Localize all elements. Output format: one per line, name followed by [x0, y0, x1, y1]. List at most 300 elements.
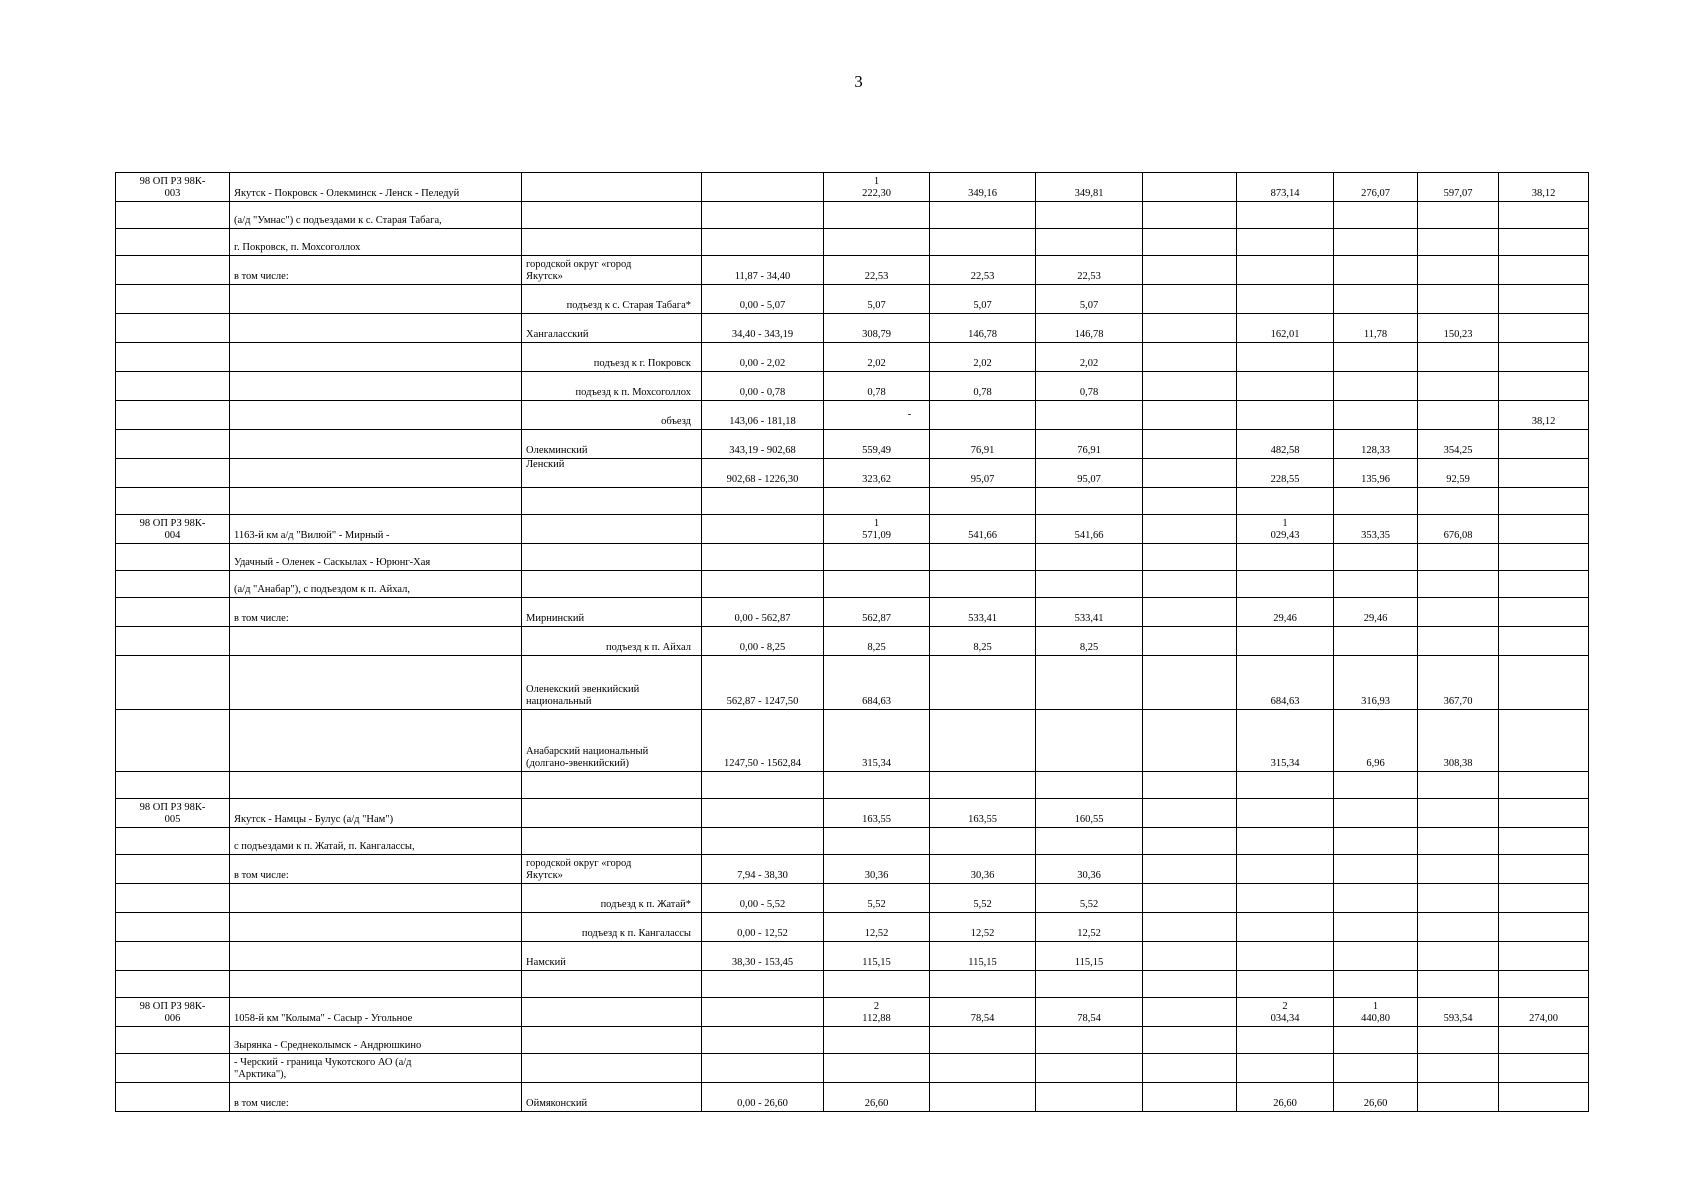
value-cell-5	[1237, 401, 1334, 430]
value-cell-7	[1418, 544, 1499, 571]
value-cell-5	[1237, 372, 1334, 401]
district-cell	[522, 884, 702, 913]
value-cell-7	[1418, 828, 1499, 855]
value-cell-7	[1418, 998, 1499, 1027]
cell-line: 276,07	[1361, 188, 1390, 199]
cell-line: подъезд к с. Старая Табага*	[566, 300, 691, 311]
table-row	[116, 202, 1589, 229]
road-name-cell	[230, 913, 522, 942]
value-cell-4	[1143, 998, 1237, 1027]
value-cell-8	[1499, 828, 1589, 855]
value-cell-6	[1334, 998, 1418, 1027]
cell-line: Якутск»	[526, 271, 563, 282]
value-cell-5	[1237, 913, 1334, 942]
value-cell-2	[930, 314, 1036, 343]
value-cell-6	[1334, 401, 1418, 430]
value-cell-3	[1036, 202, 1143, 229]
cell-line: 6,96	[1366, 758, 1385, 769]
value-cell-2	[930, 544, 1036, 571]
value-cell-3	[1036, 772, 1143, 799]
cell-line: 26,60	[1273, 1098, 1297, 1109]
road-code-cell	[116, 343, 230, 372]
cell-line: 98 ОП РЗ 98К-	[139, 518, 206, 529]
total-length-cell	[824, 710, 930, 772]
cell-line: (а/д "Умнас") с подъездами к с. Старая Табага,	[234, 215, 442, 226]
value-cell-8	[1499, 515, 1589, 544]
cell-line: 316,93	[1361, 696, 1390, 707]
value-cell-7	[1418, 627, 1499, 656]
km-range-cell	[702, 710, 824, 772]
value-cell-5	[1237, 202, 1334, 229]
cell-line: 112,88	[862, 1013, 891, 1024]
km-range-cell	[702, 971, 824, 998]
road-code-cell	[116, 855, 230, 884]
value-cell-6	[1334, 598, 1418, 627]
road-name-cell	[230, 488, 522, 515]
value-cell-3	[1036, 571, 1143, 598]
table-row	[116, 971, 1589, 998]
value-cell-4	[1143, 598, 1237, 627]
total-length-cell	[824, 256, 930, 285]
km-range-cell	[702, 855, 824, 884]
cell-line: Намский	[526, 957, 566, 968]
road-name-cell	[230, 285, 522, 314]
cell-line: 1	[1282, 518, 1288, 529]
cell-text: 22,53	[1077, 271, 1101, 282]
table-row	[116, 942, 1589, 971]
value-cell-5	[1237, 1083, 1334, 1112]
value-cell-6	[1334, 772, 1418, 799]
value-cell-8	[1499, 971, 1589, 998]
cell-text: 0,00 - 5,52	[739, 899, 786, 910]
road-name-cell	[230, 1027, 522, 1054]
value-cell-2	[930, 229, 1036, 256]
value-cell-7	[1418, 401, 1499, 430]
value-cell-3	[1036, 314, 1143, 343]
km-range-cell	[702, 772, 824, 799]
cell-line: Мирнинский	[526, 613, 585, 624]
value-cell-4	[1143, 971, 1237, 998]
value-cell-6	[1334, 515, 1418, 544]
district-cell	[522, 515, 702, 544]
value-cell-4	[1143, 372, 1237, 401]
value-cell-7	[1418, 430, 1499, 459]
total-length-cell	[824, 598, 930, 627]
value-cell-3	[1036, 971, 1143, 998]
value-cell-7	[1418, 515, 1499, 544]
value-cell-3	[1036, 343, 1143, 372]
cell-line: Зырянка - Среднеколымск - Андрюшкино	[234, 1040, 422, 1051]
cell-line: 005	[164, 814, 181, 825]
value-cell-4	[1143, 401, 1237, 430]
cell-line: 029,43	[1270, 530, 1300, 541]
value-cell-4	[1143, 173, 1237, 202]
cell-line: 22,53	[864, 271, 889, 282]
km-range-cell	[702, 913, 824, 942]
value-cell-5	[1237, 459, 1334, 488]
district-cell	[522, 571, 702, 598]
cell-line: Якутск»	[526, 870, 563, 881]
value-cell-2	[930, 942, 1036, 971]
value-cell-2	[930, 202, 1036, 229]
district-cell	[522, 459, 702, 488]
total-length-cell	[824, 343, 930, 372]
cell-line: 228,55	[1270, 474, 1300, 485]
value-cell-6	[1334, 372, 1418, 401]
value-cell-3	[1036, 430, 1143, 459]
cell-line: 1	[873, 176, 880, 187]
value-cell-7	[1418, 285, 1499, 314]
km-range-cell	[702, 515, 824, 544]
value-cell-7	[1418, 202, 1499, 229]
cell-text: 0,00 - 8,25	[739, 642, 786, 653]
value-cell-3	[1036, 488, 1143, 515]
value-cell-3	[1036, 1027, 1143, 1054]
value-cell-3	[1036, 544, 1143, 571]
value-cell-5	[1237, 998, 1334, 1027]
value-cell-2	[930, 884, 1036, 913]
km-range-cell	[702, 173, 824, 202]
cell-line: 1058-й км "Колыма" - Сасыр - Угольное	[234, 1013, 413, 1024]
cell-text: 8,25	[1079, 642, 1099, 653]
road-name-cell	[230, 256, 522, 285]
value-cell-3	[1036, 710, 1143, 772]
road-code-cell	[116, 998, 230, 1027]
value-cell-8	[1499, 372, 1589, 401]
value-cell-3	[1036, 598, 1143, 627]
cell-text: 12,52	[1077, 928, 1101, 939]
value-cell-3	[1036, 998, 1143, 1027]
value-cell-4	[1143, 1054, 1237, 1083]
value-cell-4	[1143, 799, 1237, 828]
road-name-cell	[230, 544, 522, 571]
value-cell-5	[1237, 971, 1334, 998]
cell-text: 354,25	[1443, 445, 1473, 456]
table-row	[116, 828, 1589, 855]
road-code-cell	[116, 372, 230, 401]
cell-line: Якутск - Намцы - Булус (а/д "Нам")	[234, 814, 394, 825]
km-range-cell	[702, 229, 824, 256]
value-cell-2	[930, 430, 1036, 459]
km-range-cell	[702, 343, 824, 372]
km-range-cell	[702, 799, 824, 828]
road-code-cell	[116, 913, 230, 942]
cell-text: 0,78	[973, 387, 992, 398]
value-cell-2	[930, 855, 1036, 884]
total-length-cell	[824, 202, 930, 229]
cell-line: 30,36	[864, 870, 889, 881]
road-name-cell	[230, 772, 522, 799]
cell-text: 5,52	[1079, 899, 1099, 910]
km-range-cell	[702, 1027, 824, 1054]
road-name-cell	[230, 799, 522, 828]
value-cell-2	[930, 828, 1036, 855]
value-cell-6	[1334, 571, 1418, 598]
cell-text: 30,36	[1077, 870, 1101, 881]
cell-line: 5,07	[867, 300, 886, 311]
km-range-cell	[702, 942, 824, 971]
table-row	[116, 401, 1589, 430]
total-length-cell	[824, 285, 930, 314]
table-row	[116, 343, 1589, 372]
cell-text: 367,70	[1443, 696, 1473, 707]
district-cell	[522, 401, 702, 430]
road-code-cell	[116, 401, 230, 430]
value-cell-2	[930, 1054, 1036, 1083]
cell-text: 146,78	[1074, 329, 1104, 340]
road-code-cell	[116, 772, 230, 799]
value-cell-5	[1237, 285, 1334, 314]
total-length-cell	[824, 488, 930, 515]
cell-text: 0,00 - 26,60	[737, 1098, 788, 1109]
value-cell-7	[1418, 256, 1499, 285]
table-row	[116, 544, 1589, 571]
cell-text: 38,12	[1531, 416, 1556, 427]
cell-text: 0,00 - 5,07	[739, 300, 786, 311]
cell-line: 004	[164, 530, 181, 541]
cell-line: в том числе:	[234, 613, 289, 624]
table-row	[116, 314, 1589, 343]
cell-text: 308,38	[1443, 758, 1473, 769]
total-length-cell	[824, 884, 930, 913]
road-code-cell	[116, 571, 230, 598]
district-cell	[522, 1027, 702, 1054]
cell-text: 78,54	[1077, 1013, 1101, 1024]
road-name-cell	[230, 571, 522, 598]
cell-text: 34,40 - 343,19	[731, 329, 794, 340]
value-cell-7	[1418, 229, 1499, 256]
km-range-cell	[702, 459, 824, 488]
cell-line: Анабарский национальный	[526, 746, 649, 757]
cell-line: 12,52	[864, 928, 889, 939]
table-row	[116, 884, 1589, 913]
cell-text: 5,07	[973, 300, 992, 311]
road-code-cell	[116, 544, 230, 571]
value-cell-8	[1499, 459, 1589, 488]
cell-line: 308,79	[862, 329, 891, 340]
cell-line: подъезд к п. Кангалассы	[581, 928, 691, 939]
km-range-cell	[702, 828, 824, 855]
cell-text: 274,00	[1529, 1013, 1558, 1024]
km-range-cell	[702, 430, 824, 459]
value-cell-2	[930, 627, 1036, 656]
cell-text: 76,91	[1077, 445, 1101, 456]
cell-line: подъезд к п. Жатай*	[600, 899, 691, 910]
value-cell-4	[1143, 656, 1237, 710]
value-cell-5	[1237, 343, 1334, 372]
cell-text: 593,54	[1443, 1013, 1473, 1024]
value-cell-5	[1237, 828, 1334, 855]
km-range-cell	[702, 488, 824, 515]
total-length-cell	[824, 1054, 930, 1083]
road-name-cell	[230, 656, 522, 710]
value-cell-3	[1036, 1083, 1143, 1112]
road-name-cell	[230, 598, 522, 627]
value-cell-4	[1143, 855, 1237, 884]
total-length-cell	[824, 971, 930, 998]
value-cell-6	[1334, 656, 1418, 710]
total-length-cell	[824, 401, 930, 430]
road-code-cell	[116, 285, 230, 314]
cell-line: 98 ОП РЗ 98К-	[139, 176, 206, 187]
table-row	[116, 710, 1589, 772]
value-cell-5	[1237, 544, 1334, 571]
cell-line: 482,58	[1270, 445, 1300, 456]
value-cell-5	[1237, 430, 1334, 459]
cell-text: 150,23	[1443, 329, 1473, 340]
district-cell	[522, 488, 702, 515]
value-cell-4	[1143, 343, 1237, 372]
value-cell-3	[1036, 229, 1143, 256]
value-cell-8	[1499, 1027, 1589, 1054]
cell-text: 541,66	[1074, 530, 1104, 541]
value-cell-5	[1237, 229, 1334, 256]
value-cell-8	[1499, 544, 1589, 571]
value-cell-2	[930, 1027, 1036, 1054]
value-cell-8	[1499, 913, 1589, 942]
cell-text: 163,55	[968, 814, 997, 825]
cell-line: 163,55	[862, 814, 891, 825]
value-cell-6	[1334, 229, 1418, 256]
value-cell-2	[930, 515, 1036, 544]
value-cell-2	[930, 799, 1036, 828]
cell-line: 135,96	[1361, 474, 1390, 485]
cell-text: 11,87 - 34,40	[734, 271, 791, 282]
value-cell-3	[1036, 855, 1143, 884]
total-length-cell	[824, 459, 930, 488]
value-cell-4	[1143, 314, 1237, 343]
value-cell-8	[1499, 627, 1589, 656]
cell-line: 034,34	[1270, 1013, 1300, 1024]
value-cell-6	[1334, 544, 1418, 571]
km-range-cell	[702, 627, 824, 656]
value-cell-8	[1499, 285, 1589, 314]
cell-line: 873,14	[1270, 188, 1300, 199]
road-name-cell	[230, 401, 522, 430]
km-range-cell	[702, 285, 824, 314]
road-code-cell	[116, 173, 230, 202]
value-cell-4	[1143, 772, 1237, 799]
value-cell-5	[1237, 884, 1334, 913]
road-name-cell	[230, 229, 522, 256]
cell-text: 0,78	[1079, 387, 1099, 398]
cell-line: 315,34	[862, 758, 891, 769]
total-length-cell	[824, 1027, 930, 1054]
value-cell-8	[1499, 598, 1589, 627]
km-range-cell	[702, 544, 824, 571]
value-cell-7	[1418, 1027, 1499, 1054]
value-cell-7	[1418, 656, 1499, 710]
value-cell-5	[1237, 627, 1334, 656]
value-cell-5	[1237, 799, 1334, 828]
total-length-cell	[824, 942, 930, 971]
value-cell-2	[930, 372, 1036, 401]
district-cell	[522, 1054, 702, 1083]
road-name-cell	[230, 998, 522, 1027]
value-cell-2	[930, 913, 1036, 942]
value-cell-4	[1143, 710, 1237, 772]
cell-text: 1247,50 - 1562,84	[724, 758, 801, 769]
value-cell-7	[1418, 855, 1499, 884]
cell-line: -	[907, 408, 912, 420]
road-code-cell	[116, 314, 230, 343]
road-code-cell	[116, 459, 230, 488]
table-row	[116, 459, 1589, 488]
value-cell-7	[1418, 884, 1499, 913]
cell-line: 571,09	[862, 530, 891, 541]
cell-text: 146,78	[968, 329, 997, 340]
cell-text: 5,07	[1079, 300, 1099, 311]
cell-text: 7,94 - 38,30	[737, 870, 788, 881]
km-range-cell	[702, 656, 824, 710]
value-cell-8	[1499, 173, 1589, 202]
cell-line: 003	[164, 188, 181, 199]
road-name-cell	[230, 173, 522, 202]
km-range-cell	[702, 202, 824, 229]
district-cell	[522, 202, 702, 229]
table-row	[116, 1083, 1589, 1112]
value-cell-8	[1499, 343, 1589, 372]
district-cell	[522, 772, 702, 799]
value-cell-6	[1334, 942, 1418, 971]
cell-text: 95,07	[970, 474, 995, 485]
value-cell-7	[1418, 1054, 1499, 1083]
cell-text: 2,02	[1079, 358, 1099, 369]
value-cell-3	[1036, 799, 1143, 828]
km-range-cell	[702, 1054, 824, 1083]
cell-line: "Арктика"),	[234, 1069, 287, 1080]
km-range-cell	[702, 314, 824, 343]
cell-line: 11,78	[1363, 329, 1388, 340]
total-length-cell	[824, 855, 930, 884]
cell-text: 115,15	[968, 957, 997, 968]
district-cell	[522, 173, 702, 202]
value-cell-2	[930, 1083, 1036, 1112]
value-cell-4	[1143, 544, 1237, 571]
cell-line: с подъездами к п. Жатай, п. Кангалассы,	[234, 841, 415, 852]
value-cell-6	[1334, 488, 1418, 515]
value-cell-6	[1334, 202, 1418, 229]
road-name-cell	[230, 855, 522, 884]
total-length-cell	[824, 828, 930, 855]
value-cell-2	[930, 656, 1036, 710]
value-cell-4	[1143, 430, 1237, 459]
total-length-cell	[824, 515, 930, 544]
value-cell-3	[1036, 913, 1143, 942]
cell-line: объезд	[661, 416, 691, 427]
road-name-cell	[230, 1054, 522, 1083]
cell-line: 26,60	[864, 1098, 889, 1109]
table-row	[116, 515, 1589, 544]
road-code-cell	[116, 656, 230, 710]
value-cell-3	[1036, 1054, 1143, 1083]
cell-line: в том числе:	[234, 271, 289, 282]
value-cell-3	[1036, 656, 1143, 710]
value-cell-2	[930, 488, 1036, 515]
cell-line: 2	[1282, 1001, 1288, 1012]
value-cell-7	[1418, 459, 1499, 488]
cell-line: 98 ОП РЗ 98К-	[139, 802, 206, 813]
cell-text: 95,07	[1077, 474, 1101, 485]
road-name-cell	[230, 202, 522, 229]
value-cell-7	[1418, 372, 1499, 401]
cell-text: 676,08	[1443, 530, 1473, 541]
district-cell	[522, 314, 702, 343]
value-cell-2	[930, 459, 1036, 488]
value-cell-4	[1143, 828, 1237, 855]
value-cell-6	[1334, 799, 1418, 828]
value-cell-3	[1036, 401, 1143, 430]
